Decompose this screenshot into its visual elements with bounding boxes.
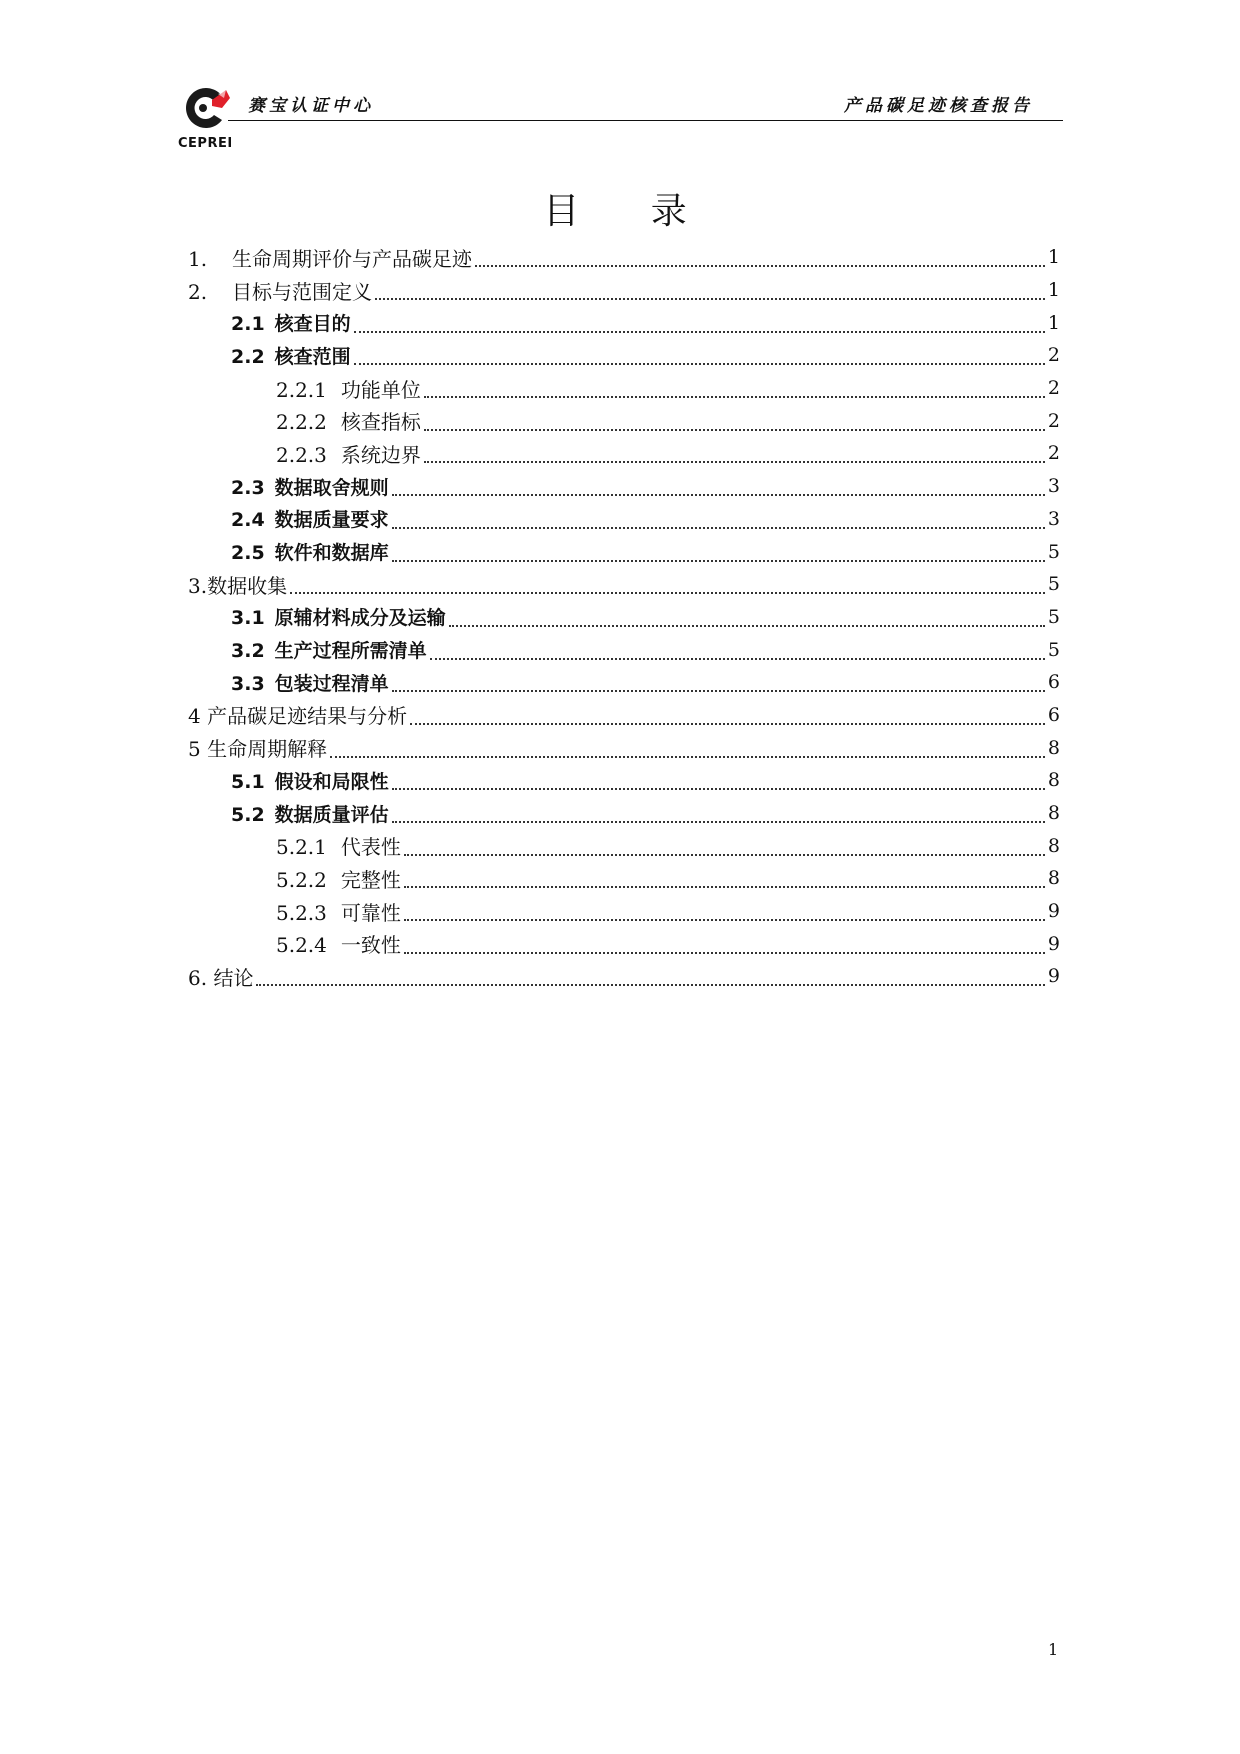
toc-entry-title: 数据取舍规则 xyxy=(274,476,389,499)
toc-entry-number: 5.2.1 xyxy=(276,835,327,860)
toc-entry-page: 1 xyxy=(1047,246,1060,269)
toc-entry-number: 2.2.1 xyxy=(276,377,327,402)
toc-entry-title: 核查指标 xyxy=(340,410,421,435)
toc-entry-number: 5.2.4 xyxy=(276,933,327,958)
toc-entry-number: 2.5 xyxy=(231,542,265,565)
toc-entry[interactable] xyxy=(188,535,1060,568)
toc-dot-leader xyxy=(404,905,1045,921)
toc-dot-leader xyxy=(424,382,1045,398)
toc-entry-label xyxy=(231,309,351,336)
toc-entry-page: 9 xyxy=(1047,932,1060,955)
toc-entry-label xyxy=(231,473,389,500)
toc-entry-title: 数据质量要求 xyxy=(274,509,389,532)
toc-entry-label xyxy=(276,374,421,403)
toc-entry[interactable] xyxy=(188,960,1060,993)
toc-entry-number: 5.2.2 xyxy=(276,867,327,892)
toc-entry-label xyxy=(276,929,401,958)
toc-entry-page: 5 xyxy=(1047,605,1060,628)
toc-entry[interactable] xyxy=(188,372,1060,405)
toc-entry-page: 8 xyxy=(1047,736,1060,759)
toc-entry-number: 2.2 xyxy=(231,345,265,368)
toc-entry-number: 3. xyxy=(188,573,208,598)
toc-dot-leader xyxy=(375,284,1045,300)
toc-entry-page: 3 xyxy=(1047,507,1060,530)
ceprei-logo xyxy=(178,82,238,152)
toc-entry-label xyxy=(188,570,287,599)
toc-entry[interactable] xyxy=(188,601,1060,634)
toc-entry-label xyxy=(231,767,389,794)
toc-entry-number: 5.1 xyxy=(231,770,265,793)
toc-dot-leader xyxy=(392,774,1045,790)
toc-entry-page: 1 xyxy=(1047,311,1060,334)
toc-entry-title: 包装过程清单 xyxy=(274,672,389,695)
toc-dot-leader xyxy=(392,807,1045,823)
toc-entry-number: 3.3 xyxy=(231,672,265,695)
toc-entry-number: 2.1 xyxy=(231,313,265,336)
toc-entry[interactable] xyxy=(188,503,1060,536)
toc-entry-page: 2 xyxy=(1047,409,1060,432)
toc-dot-leader xyxy=(404,938,1045,954)
toc-entry-page: 9 xyxy=(1047,900,1060,923)
toc-entry-number: 2.3 xyxy=(231,476,265,499)
toc-entry-page: 3 xyxy=(1047,475,1060,498)
toc-entry-number: 2.2.2 xyxy=(276,410,327,435)
page-header xyxy=(178,82,1063,152)
toc-entry-title: 功能单位 xyxy=(340,377,421,402)
toc-entry-number: 1. xyxy=(188,246,208,271)
toc-entry-title: 原辅材料成分及运输 xyxy=(274,607,446,630)
toc-entry-page: 8 xyxy=(1047,769,1060,792)
ceprei-logo-mark xyxy=(178,82,238,134)
toc-entry-number: 5.2 xyxy=(231,803,265,826)
toc-dot-leader xyxy=(256,970,1044,986)
toc-entry-number: 5.2.3 xyxy=(276,900,327,925)
toc-entry-title: 目标与范围定义 xyxy=(232,279,372,304)
toc-entry[interactable] xyxy=(188,404,1060,437)
toc-dot-leader xyxy=(424,415,1045,431)
toc-entry-page: 6 xyxy=(1047,671,1060,694)
toc-dot-leader xyxy=(449,611,1045,627)
toc-entry[interactable] xyxy=(188,731,1060,764)
toc-entry-number: 4 xyxy=(188,704,201,729)
toc-entry-title: 生命周期解释 xyxy=(207,737,328,762)
toc-dot-leader xyxy=(424,447,1045,463)
logo-text: CEPREI xyxy=(178,136,233,151)
page-number: 1 xyxy=(1048,1640,1059,1659)
toc-dot-leader xyxy=(475,251,1045,267)
toc-entry-label xyxy=(188,962,253,991)
toc-entry-title: 数据质量评估 xyxy=(274,803,389,826)
toc-entry[interactable] xyxy=(188,764,1060,797)
toc-entry-page: 1 xyxy=(1047,279,1060,302)
toc-entry-label xyxy=(231,636,427,663)
toc-entry-title: 一致性 xyxy=(340,933,401,958)
toc-entry-label xyxy=(231,669,389,696)
toc-entry-label xyxy=(231,800,389,827)
toc-entry-label xyxy=(276,406,421,435)
toc-entry-title: 核查范围 xyxy=(274,345,351,368)
toc-dot-leader xyxy=(410,709,1045,725)
table-of-contents xyxy=(188,241,1060,993)
toc-entry-page: 8 xyxy=(1047,867,1060,890)
toc-entry-label xyxy=(231,603,446,630)
toc-dot-leader xyxy=(404,840,1045,856)
toc-entry-label xyxy=(188,243,472,272)
toc-entry[interactable] xyxy=(188,568,1060,601)
toc-entry-label xyxy=(231,342,351,369)
toc-dot-leader xyxy=(430,644,1045,660)
organization-name: 赛宝认证中心 xyxy=(248,96,374,116)
report-title: 产品碳足迹核查报告 xyxy=(844,96,1033,116)
toc-entry[interactable] xyxy=(188,666,1060,699)
toc-entry-label xyxy=(276,831,401,860)
toc-entry[interactable] xyxy=(188,829,1060,862)
toc-entry-page: 5 xyxy=(1047,540,1060,563)
toc-dot-leader xyxy=(290,578,1045,594)
toc-entry[interactable] xyxy=(188,633,1060,666)
toc-entry-label xyxy=(231,505,389,532)
toc-entry[interactable] xyxy=(188,927,1060,960)
toc-entry-label xyxy=(231,538,389,565)
toc-entry-title: 数据收集 xyxy=(207,573,288,598)
toc-entry-label xyxy=(188,700,407,729)
toc-entry-title: 假设和局限性 xyxy=(274,770,389,793)
toc-entry[interactable] xyxy=(188,241,1060,274)
toc-entry-label xyxy=(188,276,372,305)
toc-entry-title: 生产过程所需清单 xyxy=(274,640,427,663)
toc-entry-page: 2 xyxy=(1047,344,1060,367)
toc-entry-title: 生命周期评价与产品碳足迹 xyxy=(232,246,472,271)
toc-dot-leader xyxy=(392,676,1045,692)
toc-dot-leader xyxy=(392,546,1045,562)
toc-entry-title: 核查目的 xyxy=(274,313,351,336)
toc-dot-leader xyxy=(404,872,1045,888)
toc-heading: 目 录 xyxy=(543,191,717,232)
toc-dot-leader xyxy=(354,349,1045,365)
toc-entry-title: 系统边界 xyxy=(340,442,421,467)
toc-entry-page: 5 xyxy=(1047,638,1060,661)
toc-dot-leader xyxy=(354,317,1045,333)
toc-entry-number: 3.2 xyxy=(231,640,265,663)
toc-entry-label xyxy=(276,897,401,926)
toc-dot-leader xyxy=(392,513,1045,529)
toc-entry-page: 6 xyxy=(1047,703,1060,726)
toc-entry[interactable] xyxy=(188,306,1060,339)
toc-entry-number: 3.1 xyxy=(231,607,265,630)
toc-entry-page: 2 xyxy=(1047,377,1060,400)
toc-entry-number: 2.2.3 xyxy=(276,442,327,467)
toc-entry-label xyxy=(188,733,327,762)
toc-entry-page: 8 xyxy=(1047,802,1060,825)
toc-entry-label xyxy=(276,439,421,468)
toc-entry-title: 可靠性 xyxy=(340,900,401,925)
toc-entry[interactable] xyxy=(188,797,1060,830)
toc-entry-number: 5 xyxy=(188,737,201,762)
toc-entry[interactable] xyxy=(188,699,1060,732)
toc-entry[interactable] xyxy=(188,339,1060,372)
toc-entry-number: 2.4 xyxy=(231,509,265,532)
toc-entry-title: 软件和数据库 xyxy=(274,542,389,565)
toc-entry-page: 5 xyxy=(1047,573,1060,596)
toc-entry-page: 9 xyxy=(1047,965,1060,988)
toc-entry[interactable] xyxy=(188,470,1060,503)
toc-entry-title: 结论 xyxy=(213,965,254,990)
toc-dot-leader xyxy=(330,742,1045,758)
toc-entry[interactable] xyxy=(188,437,1060,470)
toc-entry[interactable] xyxy=(188,862,1060,895)
toc-entry-page: 8 xyxy=(1047,834,1060,857)
toc-entry-number: 2. xyxy=(188,279,208,304)
toc-entry-label xyxy=(276,864,401,893)
toc-entry-number: 6. xyxy=(188,965,208,990)
toc-entry[interactable] xyxy=(188,274,1060,307)
header-divider xyxy=(228,120,1063,121)
toc-entry[interactable] xyxy=(188,895,1060,928)
toc-entry-page: 2 xyxy=(1047,442,1060,465)
toc-entry-title: 完整性 xyxy=(340,867,401,892)
toc-entry-title: 代表性 xyxy=(340,835,401,860)
toc-entry-title: 产品碳足迹结果与分析 xyxy=(207,704,408,729)
toc-dot-leader xyxy=(392,480,1045,496)
